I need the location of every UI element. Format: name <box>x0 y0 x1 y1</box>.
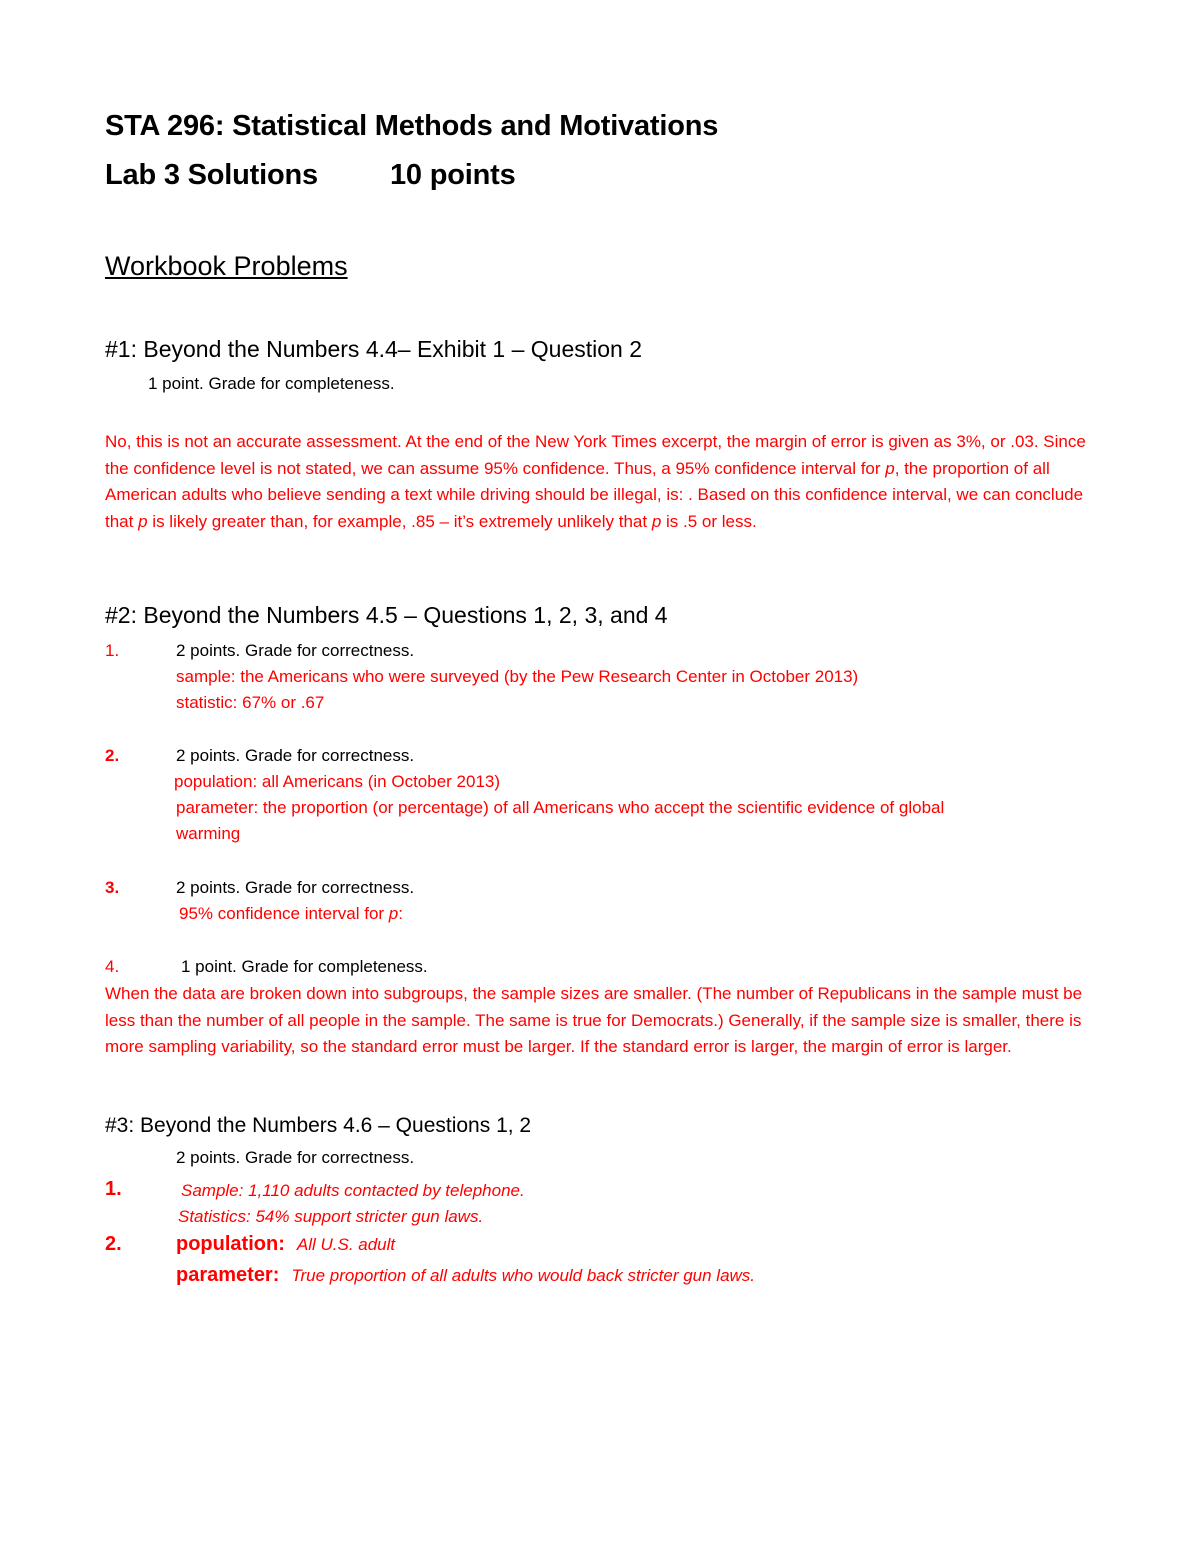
problem2-q1-sample: sample: the Americans who were surveyed (by the Pew Research Center in October 2013) <box>176 667 859 686</box>
problem2-q2-number: 2. <box>105 746 120 765</box>
problem2-q2-grade: 2 points. Grade for correctness. <box>176 746 415 765</box>
problem3-q1-statistics: Statistics: 54% support stricter gun laws. <box>178 1207 484 1226</box>
section-heading: Workbook Problems <box>105 251 348 281</box>
problem3-q2-number: 2. <box>105 1233 122 1255</box>
problem1-grade: 1 point. Grade for completeness. <box>148 374 395 393</box>
problem2-q3-interval: 95% confidence interval for p: <box>179 904 403 923</box>
problem2-q4-number: 4. <box>105 957 120 976</box>
points-total: 10 points <box>390 159 516 191</box>
problem1-answer: No, this is not an accurate assessment. At the end of the New York Times excerpt, the margin of error is given as 3%, or .03. Since the confidence level is not stated, we can assume 95% confidence. Thus, a 95% confidence interval for p, the proportion of all American adults who believe sending a text while driving should be illegal, is: . Based on this confidence interval, we can conclude that p is likely greater than, for example, .85 – it’s extremely unlikely that p is .5 or less. <box>105 432 1086 531</box>
problem2-q2-parameter-cont: warming <box>176 824 241 843</box>
problem3-q2-parameter: parameter: True proportion of all adults who would back stricter gun laws. <box>176 1264 756 1286</box>
problem3-q1-sample: Sample: 1,110 adults contacted by telephone. <box>181 1181 525 1200</box>
problem2-q3-number: 3. <box>105 878 120 897</box>
problem3-q1-number: 1. <box>105 1178 122 1200</box>
problem2-q4-answer: When the data are broken down into subgroups, the sample sizes are smaller. (The number of Republicans in the sample must be less than the number of all people in the sample. The same is true for Democrats.) Generally, if the sample size is smaller, there is more sampling variability, so the standard error must be larger. If the standard error is larger, the margin of error is larger. <box>105 984 1083 1056</box>
problem2-q1-statistic: statistic: 67% or .67 <box>176 693 325 712</box>
problem3-heading: #3: Beyond the Numbers 4.6 – Questions 1, 2 <box>105 1114 532 1137</box>
problem2-q4-grade: 1 point. Grade for completeness. <box>181 957 428 976</box>
problem2-q1-number: 1. <box>105 641 120 660</box>
problem2-q2-parameter: parameter: the proportion (or percentage) of all Americans who accept the scientific evidence of global <box>176 798 945 817</box>
document-title: STA 296: Statistical Methods and Motivations <box>105 110 719 142</box>
problem1-heading: #1: Beyond the Numbers 4.4– Exhibit 1 – Question 2 <box>105 336 642 362</box>
problem2-heading: #2: Beyond the Numbers 4.5 – Questions 1, 2, 3, and 4 <box>105 602 668 628</box>
lab-subtitle: Lab 3 Solutions <box>105 159 318 191</box>
problem2-q3-grade: 2 points. Grade for correctness. <box>176 878 415 897</box>
problem2-q2-population: population: all Americans (in October 2013) <box>174 772 501 791</box>
problem3-q2-population: population: All U.S. adult <box>176 1233 396 1255</box>
problem2-q1-grade: 2 points. Grade for correctness. <box>176 641 415 660</box>
problem3-grade: 2 points. Grade for correctness. <box>176 1148 415 1167</box>
